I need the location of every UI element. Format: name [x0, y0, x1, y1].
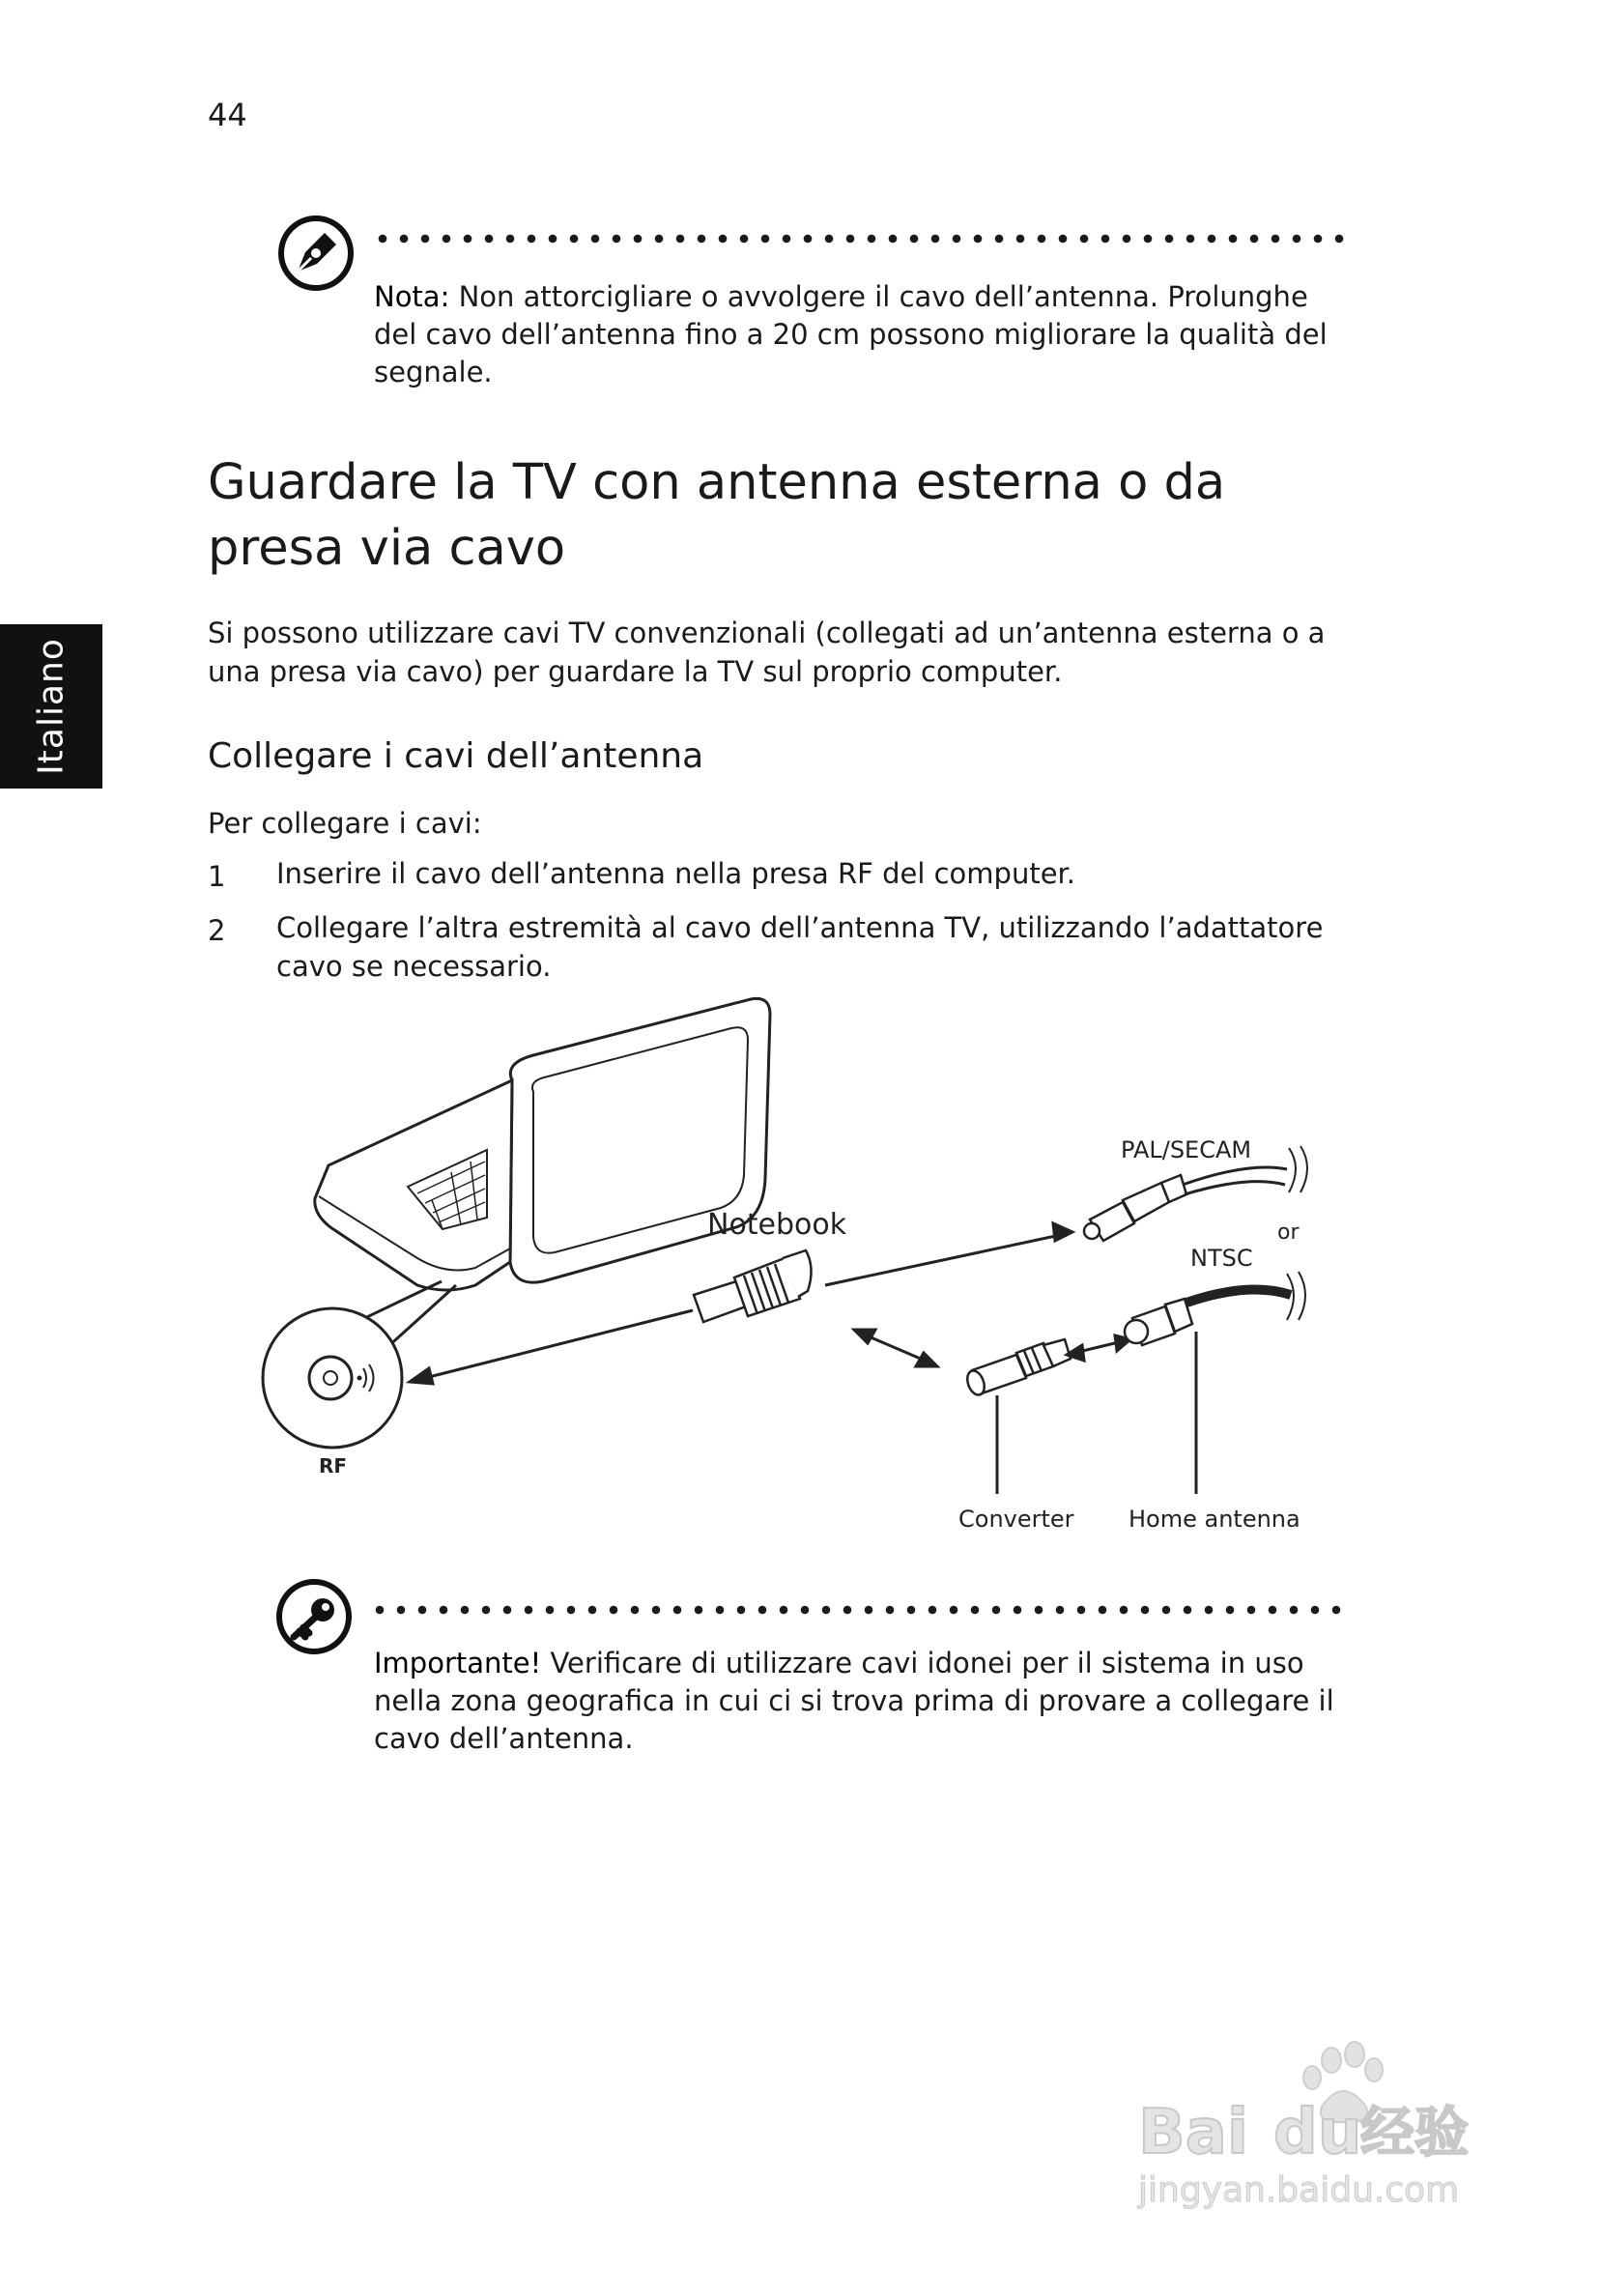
cable-plug [694, 1250, 812, 1322]
ntsc-label: NTSC [1190, 1245, 1253, 1272]
important-text [374, 1645, 1350, 1758]
note-body: Non attorcigliare o avvolgere il cavo dell’antenna. Prolunghe del cavo dell’antenna fino a 20 cm possono migliorare la qualità del segnale. [374, 280, 1328, 388]
intro-paragraph: Si possono utilizzare cavi TV convenzionali (collegati ad un’antenna esterna o a una presa via cavo) per guardare la TV sul proprio computer. [208, 617, 1326, 688]
arrow-to-rf [410, 1310, 693, 1384]
note-divider [372, 234, 1350, 244]
watermark-brand: Bai [1138, 2097, 1248, 2168]
rf-label: RF [319, 1454, 348, 1478]
subsection-heading: Collegare i cavi dell’antenna [208, 736, 704, 776]
pal-secam-label: PAL/SECAM [1121, 1136, 1252, 1163]
language-tab-label: Italiano [31, 638, 71, 775]
watermark-url: jingyan.baidu.com [1138, 2170, 1460, 2210]
section-heading: Guardare la TV con antenna esterna o da presa via cavo [208, 454, 1226, 577]
converter-label: Converter [958, 1506, 1074, 1533]
baidu-watermark [1130, 2039, 1507, 2223]
home-antenna-label: Home antenna [1129, 1506, 1300, 1533]
language-tab [0, 624, 102, 789]
steps-lead: Per collegare i cavi: [208, 807, 482, 840]
key-icon [274, 1577, 354, 1656]
step-number: 1 [208, 860, 226, 893]
or-label: or [1277, 1220, 1300, 1245]
step-text: Inserire il cavo dell’antenna nella presa RF del computer. [276, 857, 1076, 890]
note-label: Nota: [374, 280, 450, 313]
page-number: 44 [208, 97, 247, 133]
arrow-converter-ntsc [1067, 1335, 1130, 1361]
pen-icon [276, 214, 356, 293]
watermark-cn: 经验 [1360, 2102, 1469, 2165]
zoom-line [386, 1285, 456, 1348]
ntsc-plug [1125, 1290, 1291, 1345]
notebook-label: Notebook [707, 1208, 847, 1242]
rf-port-detail [263, 1308, 402, 1448]
important-divider [369, 1605, 1347, 1615]
important-label: Importante! [374, 1647, 542, 1679]
converter-adapter [964, 1339, 1071, 1397]
step-text: Collegare l’altra estremità al cavo dell’antenna TV, utilizzando l’adattatore cavo se necessario. [276, 911, 1324, 983]
note-text [374, 278, 1350, 391]
notebook-illustration [315, 998, 770, 1290]
cable-break-icon [1289, 1146, 1307, 1192]
step-number: 2 [208, 914, 226, 947]
pal-secam-plug [1084, 1167, 1287, 1241]
arrow-to-pal-secam [825, 1223, 1072, 1285]
arrow-plug-converter [854, 1330, 937, 1366]
important-body: Verificare di utilizzare cavi idonei per il sistema in uso nella zona geografica in cui ci si trova prima di provare a collegare il cavo dell’antenna. [374, 1647, 1334, 1755]
connection-diagram [253, 995, 1335, 1546]
watermark-brand-du: du [1273, 2097, 1362, 2168]
